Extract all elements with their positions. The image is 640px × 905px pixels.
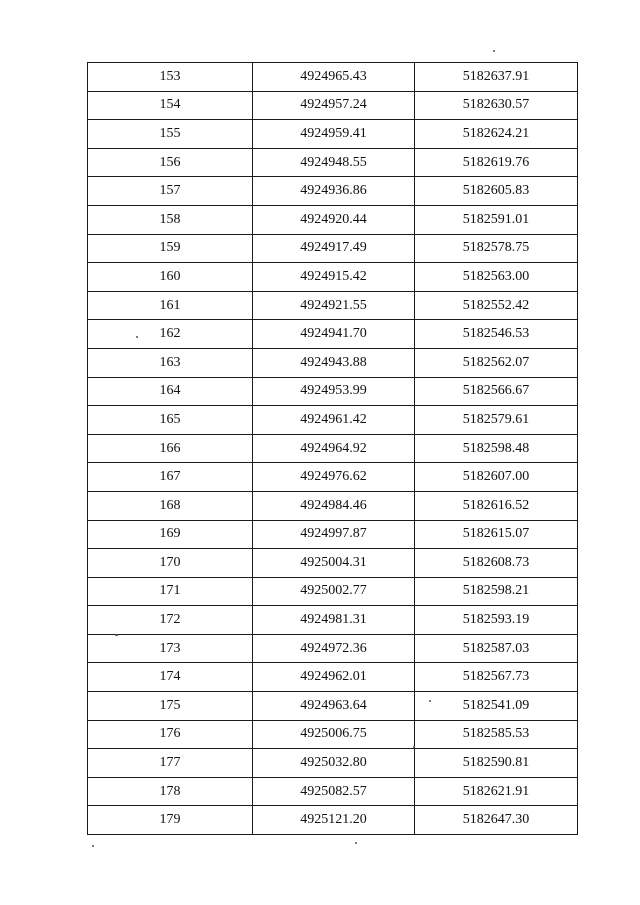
y-coordinate-cell: 5182552.42 (415, 291, 578, 320)
y-coordinate-cell: 5182624.21 (415, 120, 578, 149)
point-number-cell: 156 (88, 148, 253, 177)
point-number-cell: 162 (88, 320, 253, 349)
y-coordinate-cell: 5182562.07 (415, 348, 578, 377)
table-row (88, 120, 578, 149)
x-coordinate-cell: 4924941.70 (253, 320, 415, 349)
x-coordinate-cell: 4924920.44 (253, 205, 415, 234)
x-coordinate-cell: 4924943.88 (253, 348, 415, 377)
y-coordinate-cell: 5182591.01 (415, 205, 578, 234)
point-number-cell: 175 (88, 692, 253, 721)
table-row (88, 348, 578, 377)
table-row (88, 63, 578, 92)
table-row (88, 634, 578, 663)
table-row (88, 520, 578, 549)
x-coordinate-cell: 4925121.20 (253, 806, 415, 835)
x-coordinate-cell: 4924976.62 (253, 463, 415, 492)
scan-speck (413, 746, 415, 748)
scan-speck (429, 700, 431, 702)
y-coordinate-cell: 5182615.07 (415, 520, 578, 549)
table-row (88, 234, 578, 263)
x-coordinate-cell: 4925006.75 (253, 720, 415, 749)
y-coordinate-cell: 5182593.19 (415, 606, 578, 635)
point-number-cell: 161 (88, 291, 253, 320)
point-number-cell: 158 (88, 205, 253, 234)
y-coordinate-cell: 5182608.73 (415, 549, 578, 578)
x-coordinate-cell: 4924972.36 (253, 634, 415, 663)
x-coordinate-cell: 4924915.42 (253, 263, 415, 292)
x-coordinate-cell: 4924957.24 (253, 91, 415, 120)
x-coordinate-cell: 4924953.99 (253, 377, 415, 406)
table-row (88, 663, 578, 692)
x-coordinate-cell: 4924962.01 (253, 663, 415, 692)
table-row (88, 549, 578, 578)
y-coordinate-cell: 5182607.00 (415, 463, 578, 492)
x-coordinate-cell: 4924984.46 (253, 491, 415, 520)
point-number-cell: 164 (88, 377, 253, 406)
point-number-cell: 178 (88, 777, 253, 806)
y-coordinate-cell: 5182598.21 (415, 577, 578, 606)
y-coordinate-cell: 5182563.00 (415, 263, 578, 292)
table-row (88, 434, 578, 463)
y-coordinate-cell: 5182578.75 (415, 234, 578, 263)
point-number-cell: 169 (88, 520, 253, 549)
point-number-cell: 154 (88, 91, 253, 120)
x-coordinate-cell: 4925002.77 (253, 577, 415, 606)
point-number-cell: 176 (88, 720, 253, 749)
y-coordinate-cell: 5182585.53 (415, 720, 578, 749)
table-row (88, 91, 578, 120)
y-coordinate-cell: 5182541.09 (415, 692, 578, 721)
y-coordinate-cell: 5182647.30 (415, 806, 578, 835)
y-coordinate-cell: 5182630.57 (415, 91, 578, 120)
x-coordinate-cell: 4924963.64 (253, 692, 415, 721)
x-coordinate-cell: 4924961.42 (253, 406, 415, 435)
point-number-cell: 159 (88, 234, 253, 263)
y-coordinate-cell: 5182567.73 (415, 663, 578, 692)
coordinates-table-body (88, 63, 578, 835)
point-number-cell: 179 (88, 806, 253, 835)
table-row (88, 606, 578, 635)
point-number-cell: 155 (88, 120, 253, 149)
table-row (88, 406, 578, 435)
y-coordinate-cell: 5182619.76 (415, 148, 578, 177)
scan-speck (355, 842, 357, 844)
scan-speck (136, 336, 138, 338)
table-row (88, 806, 578, 835)
y-coordinate-cell: 5182546.53 (415, 320, 578, 349)
point-number-cell: 160 (88, 263, 253, 292)
y-coordinate-cell: 5182579.61 (415, 406, 578, 435)
x-coordinate-cell: 4924917.49 (253, 234, 415, 263)
point-number-cell: 157 (88, 177, 253, 206)
table-row (88, 291, 578, 320)
y-coordinate-cell: 5182616.52 (415, 491, 578, 520)
table-row (88, 777, 578, 806)
table-row (88, 720, 578, 749)
y-coordinate-cell: 5182637.91 (415, 63, 578, 92)
y-coordinate-cell: 5182621.91 (415, 777, 578, 806)
table-row (88, 320, 578, 349)
scan-speck (493, 50, 495, 52)
point-number-cell: 171 (88, 577, 253, 606)
x-coordinate-cell: 4924921.55 (253, 291, 415, 320)
table-row (88, 177, 578, 206)
table-row (88, 463, 578, 492)
table-row (88, 205, 578, 234)
x-coordinate-cell: 4924948.55 (253, 148, 415, 177)
x-coordinate-cell: 4924936.86 (253, 177, 415, 206)
point-number-cell: 173 (88, 634, 253, 663)
x-coordinate-cell: 4925004.31 (253, 549, 415, 578)
coordinates-table (87, 62, 578, 835)
scan-speck (92, 845, 94, 847)
table-row (88, 263, 578, 292)
table-row (88, 692, 578, 721)
y-coordinate-cell: 5182566.67 (415, 377, 578, 406)
point-number-cell: 165 (88, 406, 253, 435)
x-coordinate-cell: 4925082.57 (253, 777, 415, 806)
point-number-cell: 163 (88, 348, 253, 377)
y-coordinate-cell: 5182587.03 (415, 634, 578, 663)
x-coordinate-cell: 4924981.31 (253, 606, 415, 635)
point-number-cell: 177 (88, 749, 253, 778)
x-coordinate-cell: 4924964.92 (253, 434, 415, 463)
point-number-cell: 153 (88, 63, 253, 92)
point-number-cell: 174 (88, 663, 253, 692)
point-number-cell: 172 (88, 606, 253, 635)
y-coordinate-cell: 5182590.81 (415, 749, 578, 778)
table-row (88, 491, 578, 520)
point-number-cell: 167 (88, 463, 253, 492)
point-number-cell: 170 (88, 549, 253, 578)
table-row (88, 377, 578, 406)
scan-speck (115, 634, 118, 636)
y-coordinate-cell: 5182598.48 (415, 434, 578, 463)
point-number-cell: 168 (88, 491, 253, 520)
x-coordinate-cell: 4924997.87 (253, 520, 415, 549)
y-coordinate-cell: 5182605.83 (415, 177, 578, 206)
x-coordinate-cell: 4924965.43 (253, 63, 415, 92)
x-coordinate-cell: 4925032.80 (253, 749, 415, 778)
table-row (88, 749, 578, 778)
point-number-cell: 166 (88, 434, 253, 463)
table-row (88, 577, 578, 606)
table-row (88, 148, 578, 177)
x-coordinate-cell: 4924959.41 (253, 120, 415, 149)
